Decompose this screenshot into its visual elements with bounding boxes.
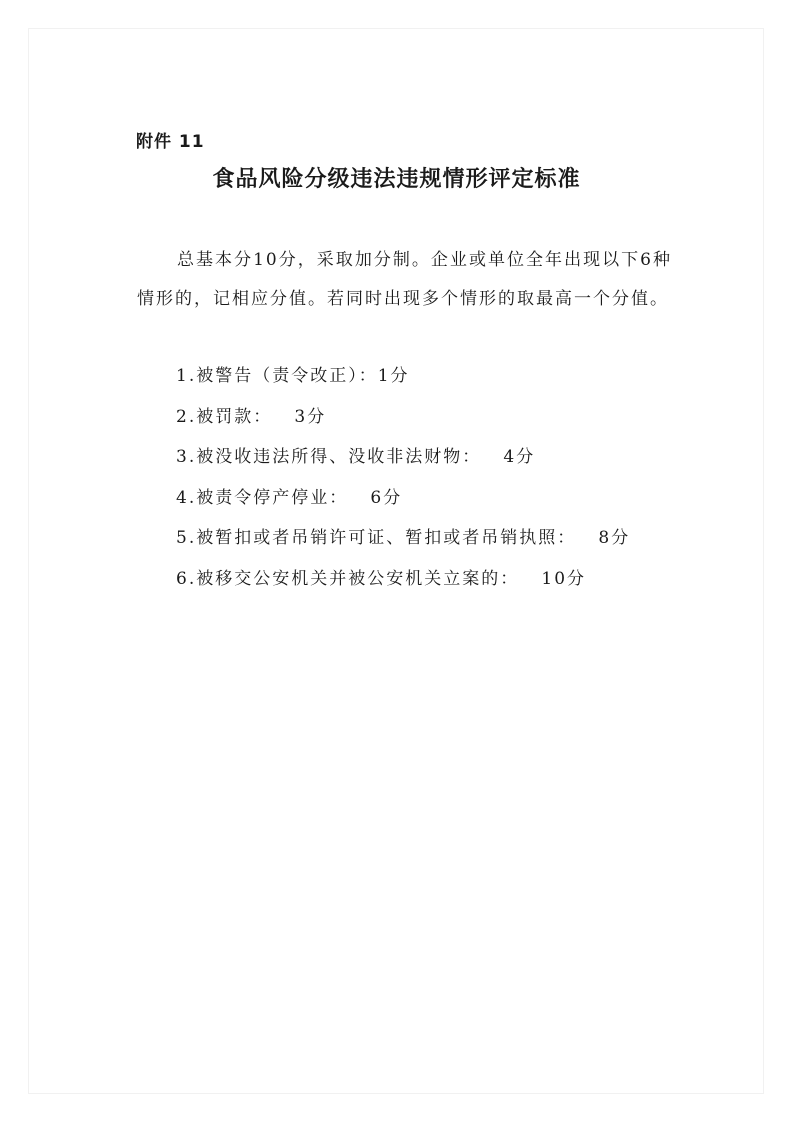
rule-item-6: 6.被移交公安机关并被公安机关立案的： 10分 xyxy=(176,568,587,589)
rule-item-2: 2.被罚款： 3分 xyxy=(176,406,327,427)
rule-item-1: 1.被警告（责令改正）：1分 xyxy=(176,366,410,386)
rule-item-3: 3.被没收违法所得、没收非法财物： 4分 xyxy=(176,447,536,467)
rule-item-5: 5.被暂扣或者吊销许可证、暂扣或者吊销执照： 8分 xyxy=(176,528,631,548)
document-title: 食品风险分级违法违规情形评定标准 xyxy=(212,167,581,192)
intro-paragraph: 总基本分10分，采取加分制。企业或单位全年出现以下6种情形的，记相应分值。若同时出现多个情形的取最高一个分值。 xyxy=(137,250,672,309)
rule-item-4: 4.被责令停产停业： 6分 xyxy=(176,487,403,508)
attachment-label: 附件 11 xyxy=(136,132,205,152)
rules-list xyxy=(176,362,630,605)
